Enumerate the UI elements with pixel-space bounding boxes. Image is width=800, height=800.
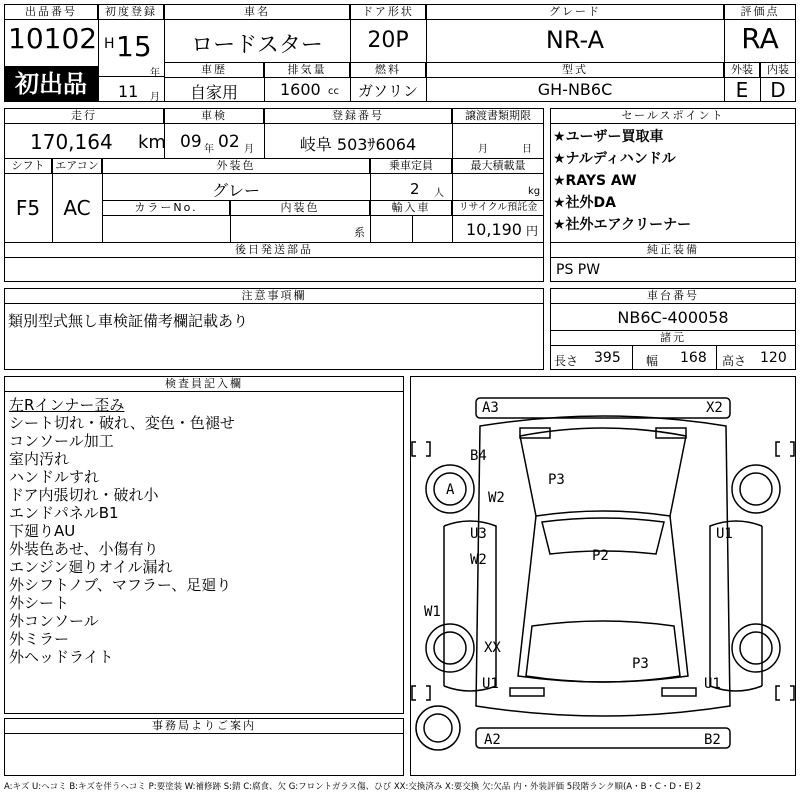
month-unit: 月 <box>150 92 160 103</box>
damage-label: U3 <box>470 526 487 542</box>
transfer-day-unit: 日 <box>522 144 532 155</box>
era: H <box>104 36 115 52</box>
first-reg-year: 15 <box>116 30 152 63</box>
color-no-label: カラーNo. <box>102 200 230 216</box>
dims-label: 諸元 <box>550 330 796 346</box>
inspector-item: ドア内張切れ・破れ小 <box>9 486 159 504</box>
score: RA <box>741 22 779 55</box>
interior-score: D <box>770 78 786 102</box>
import-label: 輸入車 <box>370 200 452 216</box>
inspector-item: 外ヘッドライト <box>9 648 114 666</box>
model-label: 型式 <box>426 62 724 78</box>
inspector-item: 外装色あせ、小傷有り <box>9 540 159 558</box>
capacity-label: 乗車定員 <box>370 158 452 174</box>
sales-point: ★社外DA <box>553 195 617 211</box>
sales-point: ★ユーザー買取車 <box>553 129 664 145</box>
model: GH-NB6C <box>537 80 613 99</box>
inspection-month: 02 <box>218 132 240 152</box>
first-reg-month: 11 <box>118 82 139 101</box>
damage-label: P2 <box>592 548 609 564</box>
width-label: 幅 <box>646 354 659 368</box>
score-label: 評価点 <box>724 4 796 20</box>
inspector-item: 室内汚れ <box>9 450 70 468</box>
displacement-label: 排気量 <box>264 62 350 78</box>
damage-label: U1 <box>482 676 499 692</box>
load-unit: kg <box>528 186 541 197</box>
inspector-item: エンドパネルB1 <box>9 504 119 522</box>
damage-label: P3 <box>548 472 565 488</box>
fuel: ガソリン <box>357 82 418 100</box>
damage-label: A3 <box>482 400 499 416</box>
door-type: 20P <box>367 28 409 53</box>
door-label: ドア形状 <box>350 4 426 20</box>
inspector-item: 外シート <box>9 594 70 612</box>
first-reg-label: 初度登録 <box>98 4 164 20</box>
inspection-year: 09 <box>180 132 202 152</box>
int-color-unit: 系 <box>354 226 365 239</box>
int-color-label: 内装色 <box>230 200 370 216</box>
damage-label: XX <box>484 640 501 656</box>
recycle-fee: 10,190 <box>466 220 522 239</box>
inspector-item: 外シフトノブ、マフラー、足廻り <box>9 576 232 594</box>
car-name: ロードスター <box>191 33 323 58</box>
inspector-item: 外コンソール <box>9 612 99 630</box>
recycle-unit: 円 <box>526 224 539 238</box>
damage-label: X2 <box>706 400 723 416</box>
damage-label: W2 <box>488 490 505 506</box>
damage-label: W1 <box>424 604 441 620</box>
damage-label: B4 <box>470 448 487 464</box>
fuel-label: 燃料 <box>350 62 426 78</box>
sales-point: ★ナルディハンドル <box>553 151 676 167</box>
inspector-item: 外ミラー <box>9 630 70 648</box>
car-history: 自家用 <box>189 83 238 102</box>
height-label: 高さ <box>722 354 747 368</box>
inspector-label: 検査員記入欄 <box>4 376 404 392</box>
sales-point: ★社外エアクリーナー <box>553 217 692 233</box>
year-unit: 年 <box>150 68 160 79</box>
sales-points-label: セールスポイント <box>550 108 796 124</box>
inspector-list <box>9 396 399 666</box>
length-label: 長さ <box>554 354 579 368</box>
car-name-label: 車名 <box>164 4 350 20</box>
shift: F5 <box>15 196 41 220</box>
recycle-label: リサイクル預託金 <box>452 200 544 216</box>
grade: NR-A <box>545 26 605 54</box>
inspector-item: エンジン廻りオイル漏れ <box>9 558 173 576</box>
color-label: 外装色 <box>102 158 370 174</box>
later-parts-label: 後日発送部品 <box>4 242 544 258</box>
grade-label: グレード <box>426 4 724 20</box>
capacity: 2 <box>410 180 420 198</box>
inspector-item: コンソール加工 <box>9 432 114 450</box>
office-label: 事務局よりご案内 <box>4 718 404 734</box>
exterior-label: 外装 <box>724 62 760 78</box>
inspector-item: ハンドルすれ <box>9 468 100 486</box>
first-entry-badge: 初出品 <box>4 66 98 102</box>
legend: A:キズ U:ヘコミ B:キズを伴うヘコミ P:要塗装 W:補修跡 S:錆 C:腐食、欠 G:フロントガラス傷、ひび XX:交換済み X:要交換 欠:欠品 内・外装評価 5段階ランク順(A・B・C・D・E) 2 <box>4 782 702 792</box>
inspection-label: 車検 <box>164 108 264 124</box>
inspection-year-unit: 年 <box>204 144 214 155</box>
exterior-score: E <box>735 78 749 102</box>
damage-label: P3 <box>632 656 649 672</box>
capacity-unit: 人 <box>434 188 444 199</box>
lot-label: 出品番号 <box>4 4 98 20</box>
width: 168 <box>680 350 707 366</box>
sales-points-list <box>553 126 793 236</box>
transfer-month-unit: 月 <box>478 144 488 155</box>
equipment: PS PW <box>556 262 601 278</box>
load-label: 最大積載量 <box>452 158 544 174</box>
mileage-label: 走行 <box>4 108 164 124</box>
reg-label: 登録番号 <box>264 108 452 124</box>
damage-label: B2 <box>704 732 721 748</box>
reg-number: 岐阜 503ｻ6064 <box>299 135 417 154</box>
lot-number: 10102 <box>8 22 98 55</box>
damage-label: U1 <box>704 676 721 692</box>
displacement-unit: cc <box>328 86 339 97</box>
damage-label: A2 <box>484 732 501 748</box>
height: 120 <box>760 350 787 366</box>
inspector-item: シート切れ・破れ、変色・色褪せ <box>9 414 235 432</box>
sales-point: ★RAYS AW <box>553 173 637 189</box>
inspector-item: 左Rインナー歪み <box>9 396 125 414</box>
ext-color: グレー <box>211 181 260 200</box>
damage-label: W2 <box>470 552 487 568</box>
chassis-label: 車台番号 <box>550 288 796 304</box>
ac-label: エアコン <box>52 158 102 174</box>
damage-label: A <box>446 482 455 498</box>
shift-label: シフト <box>4 158 52 174</box>
mileage-unit: km <box>138 132 166 153</box>
inspection-month-unit: 月 <box>244 144 254 155</box>
interior-label: 内装 <box>760 62 796 78</box>
equipment-label: 純正装備 <box>550 242 796 258</box>
chassis-number: NB6C-400058 <box>617 308 729 327</box>
car-history-label: 車歴 <box>164 62 264 78</box>
length: 395 <box>594 350 621 366</box>
notes: 類別型式無し車検証備考欄記載あり <box>8 312 249 330</box>
notes-label: 注意事項欄 <box>4 288 544 304</box>
ac: AC <box>63 196 91 220</box>
transfer-label: 譲渡書類期限 <box>452 108 544 124</box>
damage-label: U1 <box>716 526 733 542</box>
displacement: 1600 <box>280 80 321 99</box>
mileage: 170,164 <box>30 130 113 154</box>
inspector-item: 下廻りAU <box>9 522 76 540</box>
car-outline-drawing <box>410 376 796 776</box>
